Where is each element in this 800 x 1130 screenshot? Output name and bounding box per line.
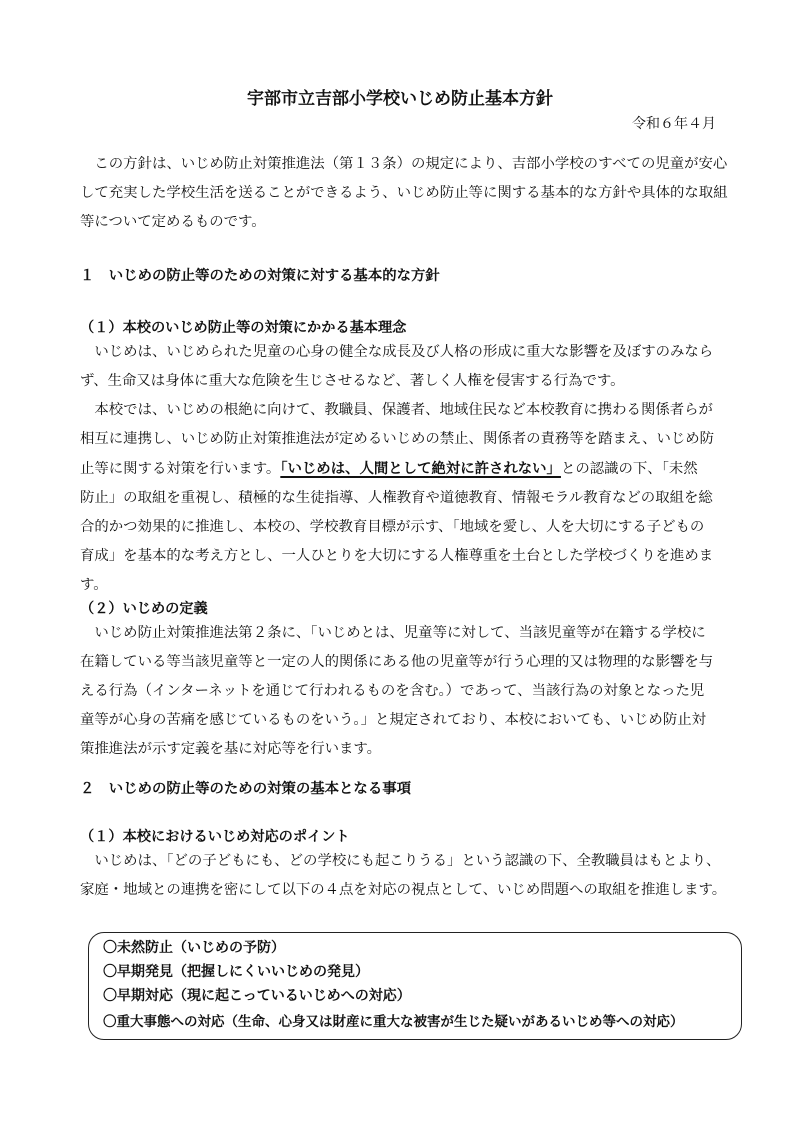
intro-line: して充実した学校生活を送ることができるよう、いじめ防止等に関する基本的な方針や具体的な取組 [80, 185, 728, 201]
section-1-2-body [80, 619, 728, 764]
paragraph-line: える行為（インターネットを通じて行われるものを含む。）であって、当該行為の対象となった児 [80, 683, 705, 699]
point-prevention: 〇未然防止（いじめの予防） [103, 940, 285, 956]
section-2-heading: ２ いじめの防止等のための対策の基本となる事項 [80, 781, 411, 797]
intro-line: この方針は、いじめ防止対策推進法（第１３条）の規定により、吉部小学校のすべての児童が安心 [94, 156, 728, 172]
paragraph-line: 合的かつ効果的に推進し、本校の、学校教育目標が示す、「地域を愛し、人を大切にする子どもの [80, 519, 705, 535]
paragraph-line: 在籍している等当該児童等と一定の人的関係にある他の児童等が行う心理的又は物理的な影響を与 [80, 654, 714, 670]
paragraph-line: ず、生命又は身体に重大な危険を生じさせるなど、著しく人権を侵害する行為です。 [80, 373, 625, 389]
section-1-1-heading: （１）本校のいじめ防止等の対策にかかる基本理念 [80, 320, 407, 336]
section-1-heading: １ いじめの防止等のための対策に対する基本的な方針 [80, 268, 440, 284]
paragraph-line: 相互に連携し、いじめ防止対策推進法が定めるいじめの禁止、関係者の責務等を踏まえ、いじめ防 [80, 431, 715, 447]
section-1-1-body [80, 338, 728, 600]
point-early-response: 〇早期対応（現に起こっているいじめへの対応） [103, 988, 411, 1004]
section-1-2-heading: （２）いじめの定義 [80, 601, 208, 617]
paragraph-text: 止等に関する対策を行います。 [80, 461, 281, 477]
paragraph-line: いじめ防止対策推進法第２条に、「いじめとは、児童等に対して、当該児童等が在籍する学校に [94, 625, 706, 641]
document-title: 宇部市立吉部小学校いじめ防止基本方針 [247, 89, 553, 109]
paragraph-line: 童等が心身の苦痛を感じているものをいう。」と規定されており、本校においても、いじめ防止対 [80, 712, 706, 728]
point-serious-incident: 〇重大事態への対応（生命、心身又は財産に重大な被害が生じた疑いがあるいじめ等への対応） [103, 1014, 684, 1030]
paragraph-line: 育成」を基本的な考え方とし、一人ひとりを大切にする人権尊重を土台とした学校づくりを進めま [80, 548, 714, 564]
emphasis-text: 「いじめは、人間として絶対に許されない」 [280, 460, 561, 477]
response-points-box [88, 932, 742, 1040]
intro-line: 等について定めるものです。 [80, 214, 266, 230]
paragraph-line: 本校では、いじめの根絶に向けて、教職員、保護者、地域住民など本校教育に携わる関係者らが [94, 402, 713, 418]
intro-paragraph [80, 150, 728, 237]
paragraph-line: いじめは、いじめられた児童の心身の健全な成長及び人格の形成に重大な影響を及ぼすのみなら [94, 344, 714, 360]
section-2-1-body [80, 847, 728, 905]
paragraph-text: との認識の下、「未然 [560, 461, 698, 477]
paragraph-line: いじめは、「どの子どもにも、どの学校にも起こりうる」という認識の下、全教職員はもとより、 [94, 853, 721, 869]
paragraph-line: 策推進法が示す定義を基に対応等を行います。 [80, 741, 382, 757]
point-early-detection: 〇早期発見（把握しにくいいじめの発見） [103, 964, 369, 980]
paragraph-line: 家庭・地域との連携を密にして以下の４点を対応の視点として、いじめ問題への取組を推進します。 [80, 882, 727, 898]
document-date: 令和６年４月 [632, 116, 716, 132]
paragraph-line-with-emphasis [80, 454, 728, 484]
paragraph-line: す。 [80, 577, 108, 593]
section-2-1-heading: （１）本校におけるいじめ対応のポイント [80, 829, 350, 845]
paragraph-line: 防止」の取組を重視し、積極的な生徒指導、人権教育や道徳教育、情報モラル教育などの取組を総 [80, 490, 713, 506]
